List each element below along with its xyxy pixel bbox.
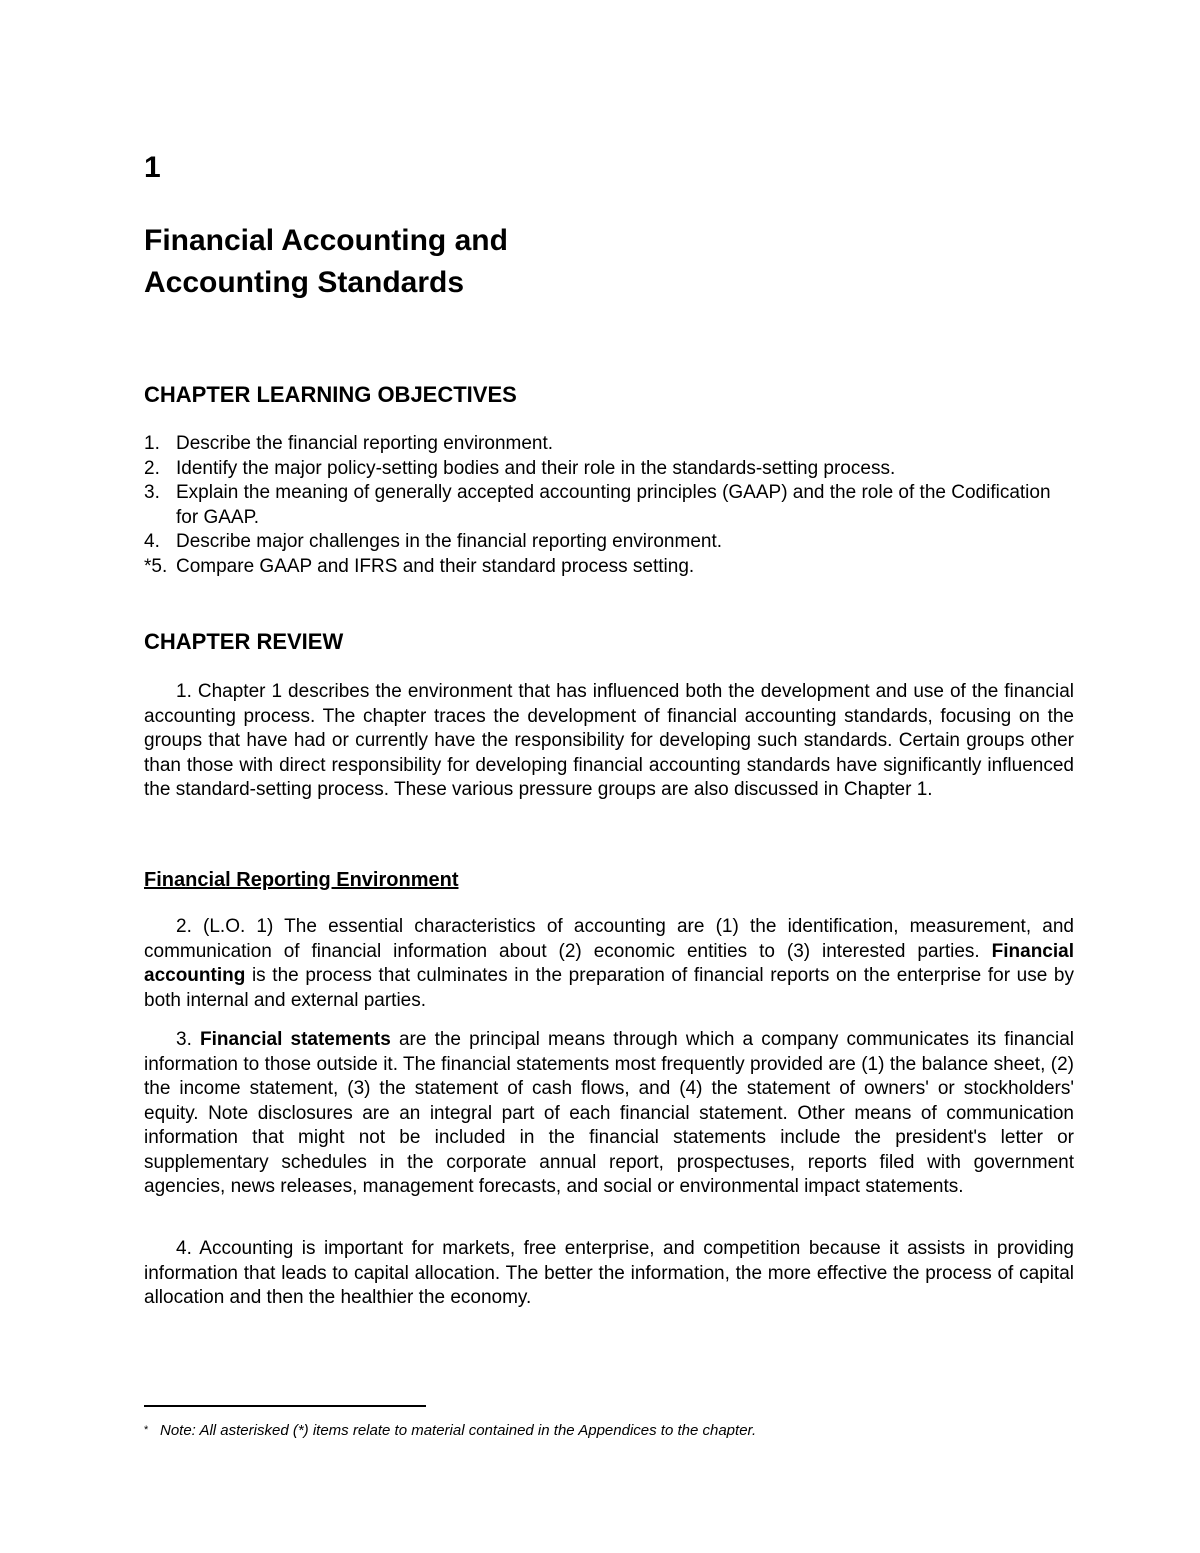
list-item bbox=[144, 555, 1074, 580]
footnote-text: Note: All asterisked (*) items relate to material contained in the Appendices to the chapter. bbox=[160, 1422, 757, 1439]
bold-term: Financial accounting bbox=[144, 940, 1074, 986]
chapter-title-line-1: Financial Accounting and bbox=[144, 224, 508, 257]
list-item-text: Describe major challenges in the financial reporting environment. bbox=[176, 531, 723, 552]
list-item-text: Compare GAAP and IFRS and their standard process setting. bbox=[176, 555, 695, 577]
list-item bbox=[144, 457, 1074, 482]
paragraph-text: are the principal means through which a company communicates its financial information to those outside it. The financial statements most frequently provided are (1) the balance sheet, (2) the income statement, (3) the statement of cash flows, and (4) the statement of owners' or stockholders' equity. Note disclosures are an integral part of each financial statement. Other means of communication information that might not be included in the financial statements include the president's letter or supplementary schedules in the corporate annual report, prospectuses, reports filed with government agencies, news releases, management forecasts, and social or environmental impact statements. bbox=[144, 1029, 1075, 1197]
objectives-list bbox=[144, 432, 1074, 579]
paragraph-text: is the process that culminates in the preparation of financial reports on the enterprise for use by both internal and external parties. bbox=[144, 965, 1074, 1011]
review-paragraph-2 bbox=[144, 915, 1074, 1013]
list-item-number: 1. bbox=[144, 433, 160, 454]
review-paragraph-3 bbox=[144, 1028, 1074, 1200]
objectives-heading: CHAPTER LEARNING OBJECTIVES bbox=[144, 382, 517, 407]
bold-term: Financial statements bbox=[200, 1029, 391, 1050]
list-item-text: Describe the financial reporting environment. bbox=[176, 433, 554, 454]
list-item bbox=[144, 481, 1074, 530]
list-item bbox=[144, 530, 1074, 555]
review-paragraph-4: 4. Accounting is important for markets, free enterprise, and competition because it assists in providing information that leads to capital allocation. The better the information, the more effective the process of capital allocation and then the healthier the economy. bbox=[144, 1238, 1074, 1308]
footnote-mark: * bbox=[144, 1424, 149, 1436]
list-item-text: Explain the meaning of generally accepted accounting principles (GAAP) and the role of the Codification for GAAP. bbox=[176, 482, 1051, 528]
review-heading: CHAPTER REVIEW bbox=[144, 629, 344, 654]
list-item-number: 3. bbox=[144, 482, 160, 503]
paragraph-text: 2. (L.O. 1) The essential characteristics of accounting are (1) the identification, measurement, and communication of financial information about (2) economic entities to (3) interested parties. bbox=[144, 916, 1074, 962]
chapter-title bbox=[144, 220, 508, 304]
list-item-number: 2. bbox=[144, 457, 160, 479]
review-paragraph-1: 1. Chapter 1 describes the environment that has influenced both the development and use of the financial accounting process. The chapter traces the development of financial accounting standards, focusing on the groups that have had or currently have the responsibility for developing such standards. Certain groups other than those with direct responsibility for developing financial accounting standards have significantly influenced the standard-setting process. These various pressure groups are also discussed in Chapter 1. bbox=[144, 681, 1074, 800]
list-item-number: 4. bbox=[144, 531, 160, 552]
section-subheading: Financial Reporting Environment bbox=[144, 869, 459, 891]
footnote-divider bbox=[144, 1405, 426, 1407]
chapter-number: 1 bbox=[144, 151, 161, 184]
footnote bbox=[144, 1420, 1074, 1441]
list-item-number: *5. bbox=[144, 555, 168, 577]
chapter-title-line-2: Accounting Standards bbox=[144, 266, 465, 299]
paragraph-text: 3. bbox=[176, 1029, 200, 1050]
list-item-text: Identify the major policy-setting bodies and their role in the standards-setting process. bbox=[176, 457, 896, 479]
list-item bbox=[144, 432, 1074, 457]
